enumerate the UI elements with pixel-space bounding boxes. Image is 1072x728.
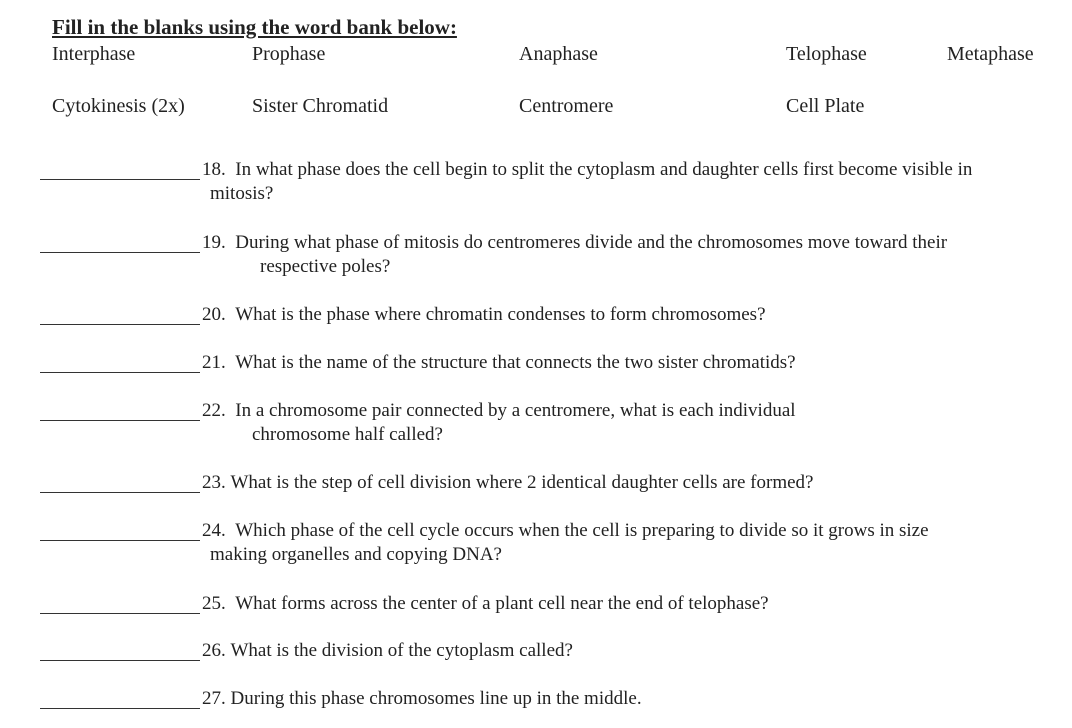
question-number: 22. xyxy=(202,400,226,421)
word-bank-cytokinesis: Cytokinesis (2x) xyxy=(52,95,185,117)
answer-blank[interactable] xyxy=(40,708,200,709)
question-text-continued: mitosis? xyxy=(210,183,274,204)
question-number: 26. xyxy=(202,640,226,661)
word-bank-centromere: Centromere xyxy=(519,95,614,117)
question-number: 25. xyxy=(202,593,226,614)
answer-blank[interactable] xyxy=(40,613,200,614)
question-text: In a chromosome pair connected by a centromere, what is each individual xyxy=(235,400,796,421)
word-bank-anaphase: Anaphase xyxy=(519,43,598,65)
answer-blank[interactable] xyxy=(40,372,200,373)
question-number: 24. xyxy=(202,520,226,541)
question-line xyxy=(202,399,796,423)
question-line xyxy=(202,519,929,543)
answer-blank[interactable] xyxy=(40,179,200,180)
question-text: What is the name of the structure that connects the two sister chromatids? xyxy=(235,352,796,373)
question-text: What is the phase where chromatin condenses to form chromosomes? xyxy=(235,304,766,325)
question-line xyxy=(202,231,947,255)
question-number: 27. xyxy=(202,688,226,709)
question-line xyxy=(202,687,642,711)
question-line xyxy=(202,471,813,495)
question-text: What is the division of the cytoplasm called? xyxy=(230,640,573,661)
word-bank-cell-plate: Cell Plate xyxy=(786,95,865,117)
answer-blank[interactable] xyxy=(40,660,200,661)
question-line xyxy=(202,351,796,375)
question-text: During this phase chromosomes line up in the middle. xyxy=(230,688,642,709)
question-line xyxy=(202,592,769,616)
question-text-continued: chromosome half called? xyxy=(252,424,443,445)
word-bank-metaphase: Metaphase xyxy=(947,43,1034,65)
question-line xyxy=(202,158,972,182)
question-text: In what phase does the cell begin to split the cytoplasm and daughter cells first become visible in xyxy=(235,159,973,180)
answer-blank[interactable] xyxy=(40,540,200,541)
question-text-continued: making organelles and copying DNA? xyxy=(210,544,502,565)
question-number: 18. xyxy=(202,159,226,180)
word-bank-prophase: Prophase xyxy=(252,43,326,65)
question-number: 19. xyxy=(202,232,226,253)
question-number: 20. xyxy=(202,304,226,325)
question-text: Which phase of the cell cycle occurs when the cell is preparing to divide so it grows in size xyxy=(235,520,929,541)
question-text: What forms across the center of a plant cell near the end of telophase? xyxy=(235,593,769,614)
question-text: During what phase of mitosis do centromeres divide and the chromosomes move toward their xyxy=(235,232,948,253)
word-bank-interphase: Interphase xyxy=(52,43,136,65)
word-bank-sister-chromatid: Sister Chromatid xyxy=(252,95,389,117)
answer-blank[interactable] xyxy=(40,492,200,493)
question-line xyxy=(202,303,766,327)
answer-blank[interactable] xyxy=(40,324,200,325)
worksheet-heading: Fill in the blanks using the word bank below: xyxy=(52,15,457,39)
answer-blank[interactable] xyxy=(40,252,200,253)
question-line xyxy=(202,639,573,663)
question-number: 21. xyxy=(202,352,226,373)
word-bank-telophase: Telophase xyxy=(786,43,867,65)
question-text-continued: respective poles? xyxy=(260,256,391,277)
answer-blank[interactable] xyxy=(40,420,200,421)
question-text: What is the step of cell division where 2 identical daughter cells are formed? xyxy=(230,472,814,493)
question-number: 23. xyxy=(202,472,226,493)
